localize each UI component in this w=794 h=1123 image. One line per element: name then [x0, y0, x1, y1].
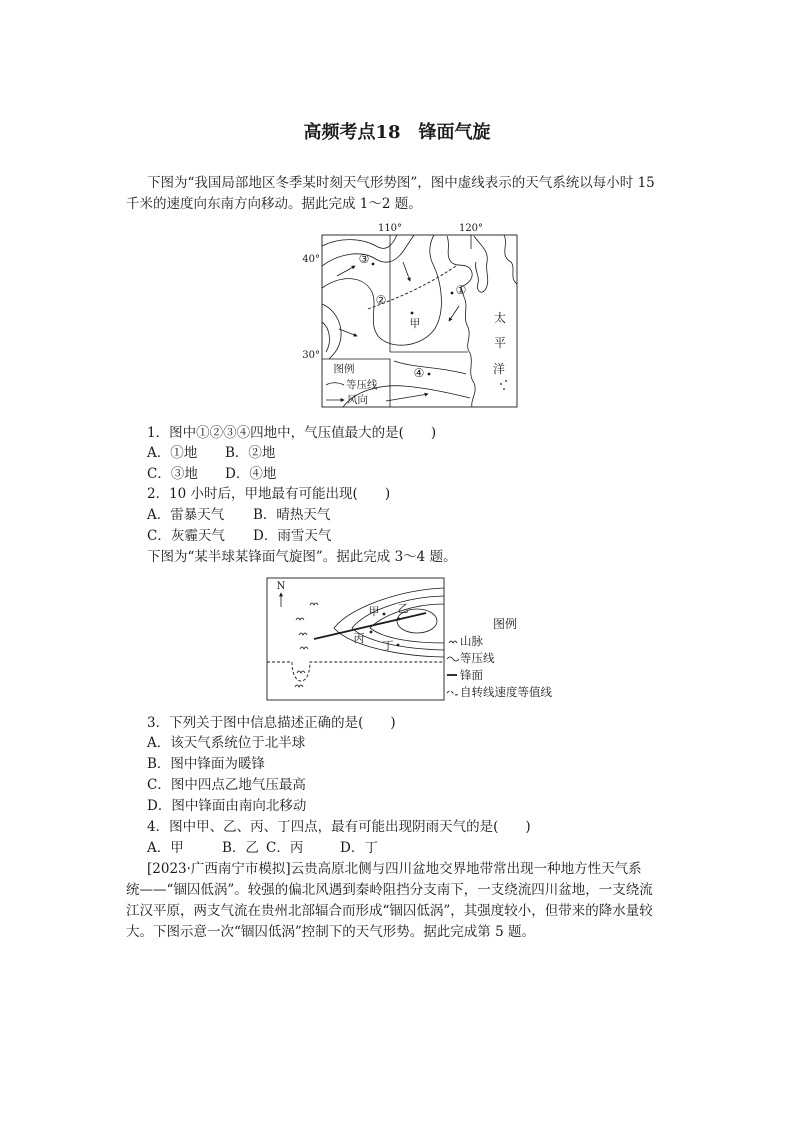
point-jia-dot: [411, 312, 414, 315]
q4-option-a: A．甲: [147, 840, 184, 856]
frontal-cyclone-figure: [265, 575, 565, 705]
point-ding-label: 丁: [382, 639, 394, 652]
weather-map-figure: [300, 215, 522, 411]
ocean-label-char: 太: [493, 311, 507, 325]
page-title: 高频考点18 锋面气旋: [303, 122, 491, 143]
point-ding-dot: [397, 644, 400, 647]
point-jia-label: 甲: [368, 605, 380, 618]
q1-option-c: C．③地: [147, 466, 198, 482]
wind-arrow: [386, 394, 428, 401]
point-1-dot: [451, 292, 454, 295]
legend2-speed-label: 自转线速度等值线: [460, 685, 552, 699]
lon-110-label: 110°: [377, 223, 403, 234]
mountain-symbol: [310, 603, 318, 605]
point-bing-dot: [370, 631, 373, 634]
wind-arrow: [337, 266, 355, 276]
rotation-speed-isoline: [267, 662, 444, 681]
point-bing-label: 丙: [353, 632, 365, 645]
mountain-symbol: [300, 647, 308, 649]
q1-option-a: A．①地: [147, 445, 198, 461]
lon-120-label: 120°: [458, 223, 484, 234]
island: [503, 388, 505, 390]
q4-option-d: D．丁: [340, 840, 378, 856]
legend2-isobar-label: 等压线: [460, 651, 495, 665]
intro3-line: 统——“锢囚低涡”。较强的偏北风遇到秦岭阻挡分支南下，一支绕流四川盆地，一支绕流: [126, 882, 653, 898]
q1-option-b: B．②地: [225, 445, 276, 461]
q2-option-c: C．灰霾天气: [147, 528, 225, 544]
mountain-symbol: [297, 671, 305, 673]
q3-option-d: D．图中锋面由南向北移动: [147, 798, 307, 814]
mountain-symbol: [299, 633, 307, 635]
point-yi-dot: [398, 618, 401, 621]
intro1-line: 千米的速度向东南方向移动。据此完成 1～2 题。: [126, 196, 422, 212]
island: [505, 380, 507, 382]
q3-option-a: A．该天气系统位于北半球: [147, 735, 306, 751]
legend2-mountain-symbol: [449, 641, 457, 643]
point-yi-label: 乙: [397, 602, 409, 615]
wind-arrow: [449, 306, 459, 321]
lat-30-label: 30°: [302, 350, 320, 361]
point-3-dot: [372, 263, 375, 266]
intro3-line: 江汉平原，两支气流在贵州北部辐合而形成“锢囚低涡”，其强度较小，但带来的降水量较: [126, 903, 653, 919]
isobar-line: [322, 235, 397, 248]
q2-stem: 2．10 小时后，甲地最有可能出现( ): [147, 486, 391, 502]
intro3-line: 大。下图示意一次“锢囚低涡”控制下的天气形势。据此完成第 5 题。: [126, 924, 535, 940]
island: [500, 383, 502, 385]
q1-option-d: D．④地: [225, 466, 277, 482]
legend2-front-label: 锋面: [460, 668, 483, 682]
legend2-mountain-label: 山脉: [460, 634, 483, 648]
legend2-title: 图例: [492, 617, 518, 631]
isobar-line: [322, 304, 341, 359]
north-label: N: [276, 581, 286, 592]
point-3-label: ③: [358, 252, 370, 266]
point-1-label: ①: [455, 283, 467, 297]
lat-40-label: 40°: [302, 254, 320, 265]
legend-wind-label: 风向: [347, 394, 368, 406]
wind-arrow: [339, 329, 357, 336]
legend2-isobar-symbol: [447, 657, 459, 661]
point-jia-label: 甲: [409, 317, 421, 330]
legend-title: 图例: [333, 363, 355, 375]
q4-stem: 4．图中甲、乙、丙、丁四点，最有可能出现阴雨天气的是( ): [147, 819, 531, 835]
q4-option-c: C．丙: [266, 840, 304, 856]
q3-option-c: C．图中四点乙地气压最高: [147, 777, 306, 793]
q2-option-d: D．雨雪天气: [253, 528, 332, 544]
legend-isobar-label: 等压线: [346, 379, 378, 391]
mountain-symbol: [295, 685, 303, 687]
isobar-line: [394, 361, 466, 374]
intro1-line: 下图为“我国局部地区冬季某时刻天气形势图”，图中虚线表示的天气系统以每小时 15: [147, 175, 655, 191]
intro2-text: 下图为“某半球某锋面气旋图”。据此完成 3～4 题。: [147, 549, 457, 565]
q3-stem: 3．下列关于图中信息描述正确的是( ): [147, 715, 396, 731]
ocean-label-char: 平: [493, 336, 507, 350]
q2-option-b: B．晴热天气: [253, 507, 331, 523]
q1-stem: 1．图中①②③④四地中，气压值最大的是( ): [147, 425, 437, 441]
mountain-symbol: [296, 618, 304, 620]
point-jia-dot: [383, 613, 386, 616]
korea-coastline: [474, 236, 488, 292]
wind-arrow: [403, 262, 410, 281]
legend-isobar-symbol: [326, 383, 344, 385]
q4-option-b: B．乙: [222, 840, 259, 856]
point-4-dot: [428, 373, 431, 376]
japan-coastline: [504, 235, 517, 284]
q3-option-b: B．图中锋面为暖锋: [147, 756, 265, 772]
point-4-label: ④: [413, 366, 425, 380]
isobar-line: [322, 235, 441, 345]
intro3-line: [2023·广西南宁市模拟]云贵高原北侧与四川盆地交界地带常出现一种地方性天气系: [147, 861, 642, 877]
q2-option-a: A．雷暴天气: [147, 507, 225, 523]
point-2-label: ②: [375, 293, 387, 307]
ocean-label-char: 洋: [492, 362, 506, 376]
isobar-line: [322, 322, 329, 352]
coastline: [447, 236, 475, 407]
legend2-speed-symbol: [447, 691, 459, 695]
